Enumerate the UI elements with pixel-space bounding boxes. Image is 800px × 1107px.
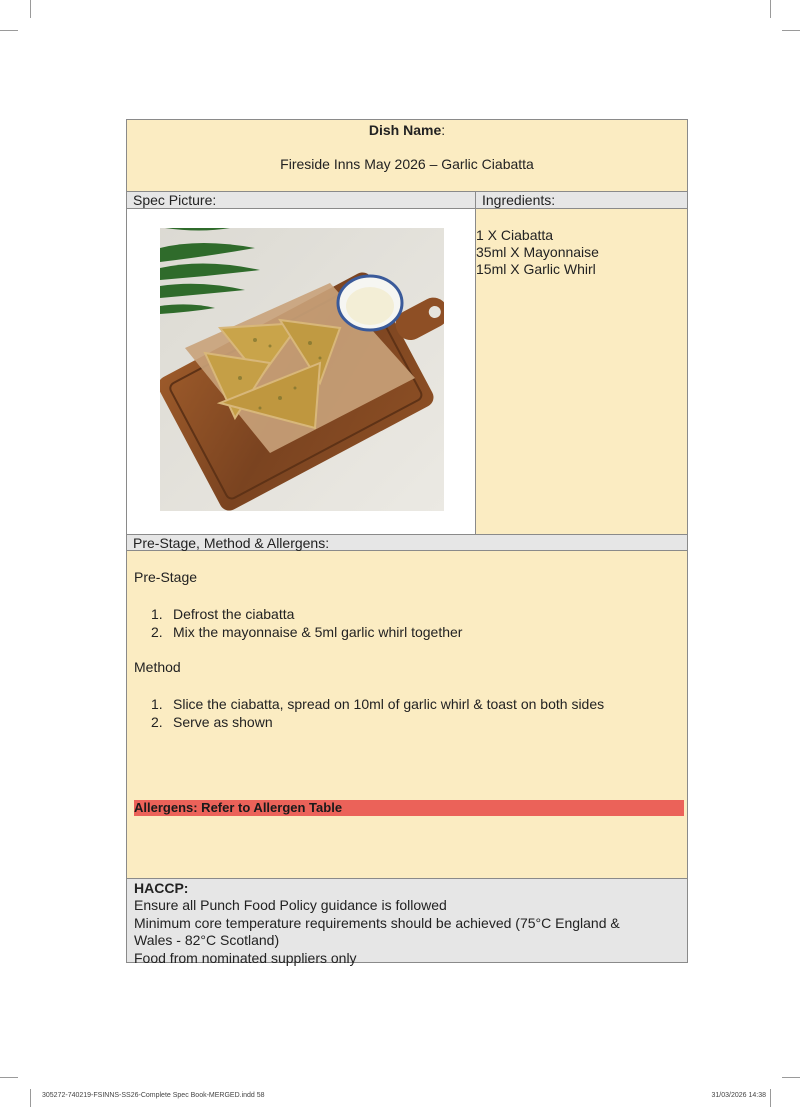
crop-mark: [782, 30, 800, 31]
method-section: [127, 551, 687, 878]
crop-mark: [0, 1077, 18, 1078]
method-section-header: Pre-Stage, Method & Allergens:: [127, 534, 687, 551]
dish-name-label: Dish Name:: [368, 122, 446, 138]
allergen-banner: Allergens: Refer to Allergen Table: [134, 800, 684, 816]
ingredient-item: 1 X Ciabatta: [476, 227, 554, 243]
prestage-title: Pre-Stage: [134, 569, 198, 585]
method-title: Method: [134, 659, 181, 675]
picture-ingredients-header: [127, 192, 687, 209]
ingredient-item: 15ml X Garlic Whirl: [476, 261, 596, 277]
method-step: 1. Slice the ciabatta, spread on 10ml of garlic whirl & toast on both sides: [151, 696, 605, 712]
method-step: 2. Serve as shown: [151, 714, 273, 730]
crop-mark: [30, 1089, 31, 1107]
haccp-line: Food from nominated suppliers only: [134, 949, 357, 966]
prestage-step: 1. Defrost the ciabatta: [151, 606, 295, 622]
crop-mark: [30, 0, 31, 18]
haccp-title: HACCP:: [134, 880, 189, 896]
dish-name: Fireside Inns May 2026 – Garlic Ciabatta: [280, 156, 534, 172]
ingredients-cell: [475, 209, 687, 534]
crop-mark: [770, 0, 771, 18]
picture-ingredients-row: [127, 209, 687, 534]
crop-mark: [782, 1077, 800, 1078]
spec-picture-header: Spec Picture:: [133, 192, 217, 208]
ingredients-list: [476, 209, 687, 278]
spec-sheet: [126, 119, 688, 966]
prestage-steps: [151, 605, 462, 641]
haccp-section: [127, 878, 687, 966]
haccp-line: Minimum core temperature requirements should be achieved (75°C England &: [134, 914, 620, 931]
haccp-line: Ensure all Punch Food Policy guidance is followed: [134, 897, 447, 913]
footer-file-info: 305272-740219-FSINNS-SS26-Complete Spec Book-MERGED.indd 58: [42, 1092, 265, 1099]
ingredients-header: Ingredients:: [475, 192, 687, 209]
prestage-step: 2. Mix the mayonnaise & 5ml garlic whirl together: [151, 624, 463, 640]
haccp-line: Wales - 82°C Scotland): [134, 932, 280, 948]
spec-picture-cell: [127, 209, 475, 534]
footer-date: 31/03/2026 14:38: [711, 1092, 766, 1099]
crop-mark: [0, 30, 18, 31]
dish-title-section: [127, 120, 687, 192]
method-steps: [151, 695, 604, 731]
ingredient-item: 35ml X Mayonnaise: [476, 244, 599, 260]
crop-mark: [770, 1089, 771, 1107]
garlic-ciabatta-photo: [160, 228, 444, 511]
